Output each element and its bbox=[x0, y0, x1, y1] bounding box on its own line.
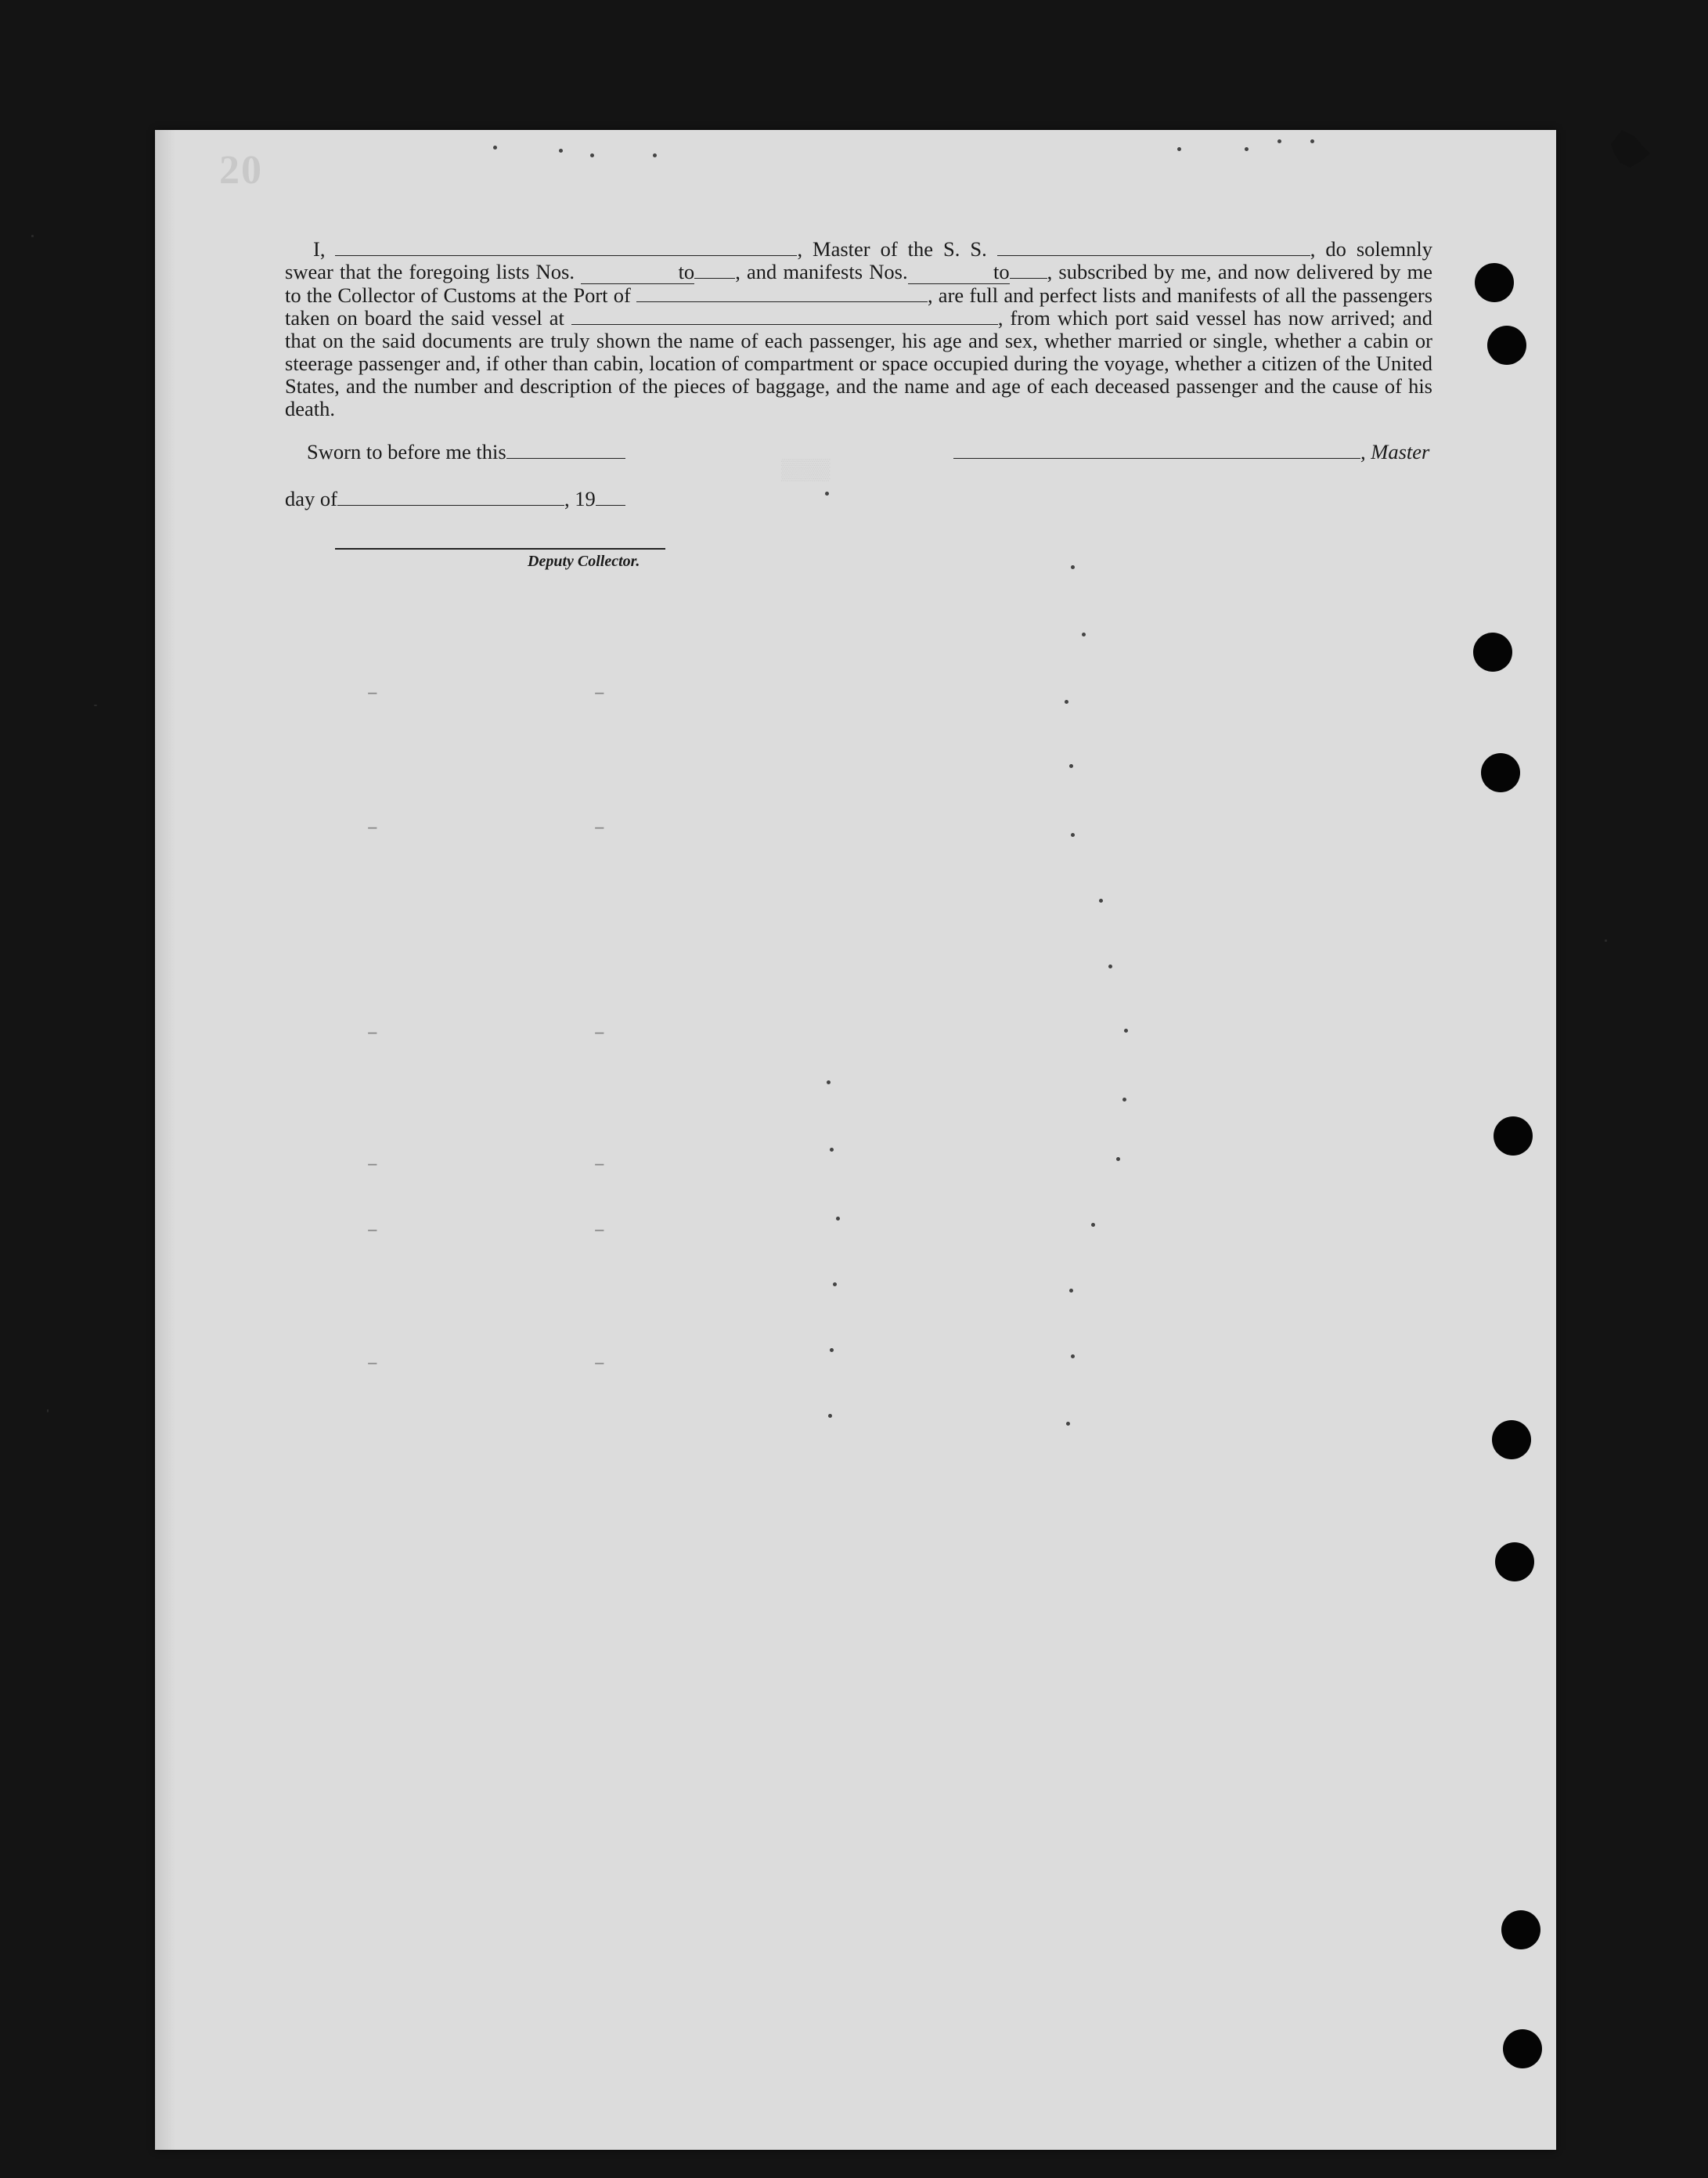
port-blank[interactable] bbox=[636, 284, 928, 302]
bleed-through-dot bbox=[1069, 1289, 1073, 1293]
bleed-through-dot bbox=[827, 1080, 831, 1084]
scan-speck bbox=[590, 153, 594, 157]
bleed-dash: – bbox=[366, 816, 379, 839]
bleed-dash: – bbox=[593, 1021, 606, 1044]
bleed-through-dot bbox=[1071, 833, 1075, 837]
scan-speck bbox=[47, 1409, 49, 1412]
bleed-through-dot bbox=[1116, 1157, 1120, 1161]
list-nos-to-blank[interactable] bbox=[694, 261, 735, 279]
to-label: to bbox=[678, 260, 695, 283]
day-of-line bbox=[285, 487, 625, 511]
torn-corner bbox=[1603, 130, 1666, 193]
bleed-through-dot bbox=[825, 492, 829, 496]
affidavit-swear: , do solemnly swear that the foregoing lists Nos. bbox=[285, 237, 1432, 283]
day-of-blank[interactable] bbox=[337, 488, 564, 506]
bleed-dash: – bbox=[366, 1218, 379, 1242]
affidavit-manifests: , and manifests Nos. bbox=[735, 260, 908, 283]
scan-speck bbox=[559, 149, 563, 153]
binder-hole bbox=[1503, 2029, 1542, 2068]
scan-speck bbox=[1310, 139, 1314, 143]
deputy-collector-label: Deputy Collector. bbox=[528, 553, 640, 570]
affidavit-i: I, bbox=[313, 237, 326, 261]
year-blank[interactable] bbox=[596, 488, 625, 506]
page-number: 20 bbox=[219, 148, 263, 193]
bleed-dash: – bbox=[366, 1351, 379, 1375]
bleed-through-dot bbox=[830, 1348, 834, 1352]
bleed-through-dot bbox=[1122, 1098, 1126, 1102]
bleed-through-dot bbox=[1099, 899, 1103, 903]
page-edge-shadow bbox=[155, 130, 175, 2150]
binder-hole bbox=[1495, 1542, 1534, 1581]
scan-speck bbox=[1277, 139, 1281, 143]
bleed-through-dot bbox=[1082, 633, 1086, 636]
list-nos-blank[interactable] bbox=[581, 261, 694, 284]
bleed-through-dot bbox=[1066, 1422, 1070, 1426]
bleed-through-text: ▒▒▒▒ bbox=[781, 459, 831, 482]
manifest-nos-blank[interactable] bbox=[908, 261, 1010, 284]
scan-speck bbox=[653, 153, 657, 157]
affidavit-remainder: , from which port said vessel has now arrived; and that on the said documents are truly shown the name of each passenger, his age and sex, whether married or single, whether a cabin or steerage passenger and, if other than cabin, location of compartment or space occupied during the voyage, whether a citizen of the United States, and the number and description of the pieces of baggage, and the name and age of each deceased passenger and the cause of his death. bbox=[285, 306, 1432, 420]
manifest-nos-to-blank[interactable] bbox=[1010, 261, 1047, 279]
bleed-dash: – bbox=[593, 1152, 606, 1176]
master-label: , Master bbox=[1360, 440, 1430, 463]
scan-speck bbox=[493, 146, 497, 150]
binder-hole bbox=[1501, 1910, 1540, 1949]
scan-speck bbox=[1605, 939, 1607, 942]
bleed-dash: – bbox=[593, 681, 606, 705]
sworn-label: Sworn to before me this bbox=[307, 440, 506, 463]
document-page bbox=[155, 130, 1556, 2150]
binder-hole bbox=[1494, 1116, 1533, 1156]
bleed-through-dot bbox=[836, 1217, 840, 1221]
bleed-dash: – bbox=[366, 1021, 379, 1044]
departure-port-blank[interactable] bbox=[571, 307, 998, 325]
bleed-through-dot bbox=[828, 1414, 832, 1418]
bleed-through-dot bbox=[1091, 1223, 1095, 1227]
binder-hole bbox=[1492, 1420, 1531, 1459]
year-label: , 19 bbox=[564, 487, 596, 510]
bleed-dash: – bbox=[366, 681, 379, 705]
scan-speck bbox=[1245, 147, 1249, 151]
bleed-through-dot bbox=[1069, 764, 1073, 768]
master-signature-line bbox=[953, 440, 1429, 464]
binder-hole bbox=[1475, 263, 1514, 302]
bleed-through-dot bbox=[833, 1282, 837, 1286]
master-name-blank[interactable] bbox=[335, 238, 797, 256]
deputy-collector-rule bbox=[335, 548, 665, 550]
binder-hole bbox=[1481, 753, 1520, 792]
binder-hole bbox=[1473, 633, 1512, 672]
bleed-through-dot bbox=[1065, 700, 1068, 704]
binder-hole bbox=[1487, 326, 1526, 365]
sworn-date-blank[interactable] bbox=[506, 441, 625, 459]
bleed-dash: – bbox=[593, 1351, 606, 1375]
ship-name-blank[interactable] bbox=[997, 238, 1310, 256]
bleed-through-dot bbox=[1071, 565, 1075, 569]
bleed-dash: – bbox=[593, 1218, 606, 1242]
sworn-line bbox=[307, 440, 625, 464]
bleed-through-dot bbox=[830, 1148, 834, 1152]
affidavit-master-of: , Master of the S. S. bbox=[797, 237, 987, 261]
to-label-2: to bbox=[993, 260, 1010, 283]
scan-speck bbox=[94, 705, 97, 706]
scan-speck bbox=[31, 235, 34, 237]
bleed-dash: – bbox=[366, 1152, 379, 1176]
affidavit-full-lists: , are full and perfect lists and manifests of all the passengers taken on board the said vessel at bbox=[285, 283, 1433, 330]
bleed-through-dot bbox=[1108, 965, 1112, 968]
affidavit-delivered: , subscribed by me, and now delivered by me to the Collector of Customs at the Port of bbox=[285, 260, 1433, 307]
bleed-dash: – bbox=[593, 816, 606, 839]
scan-speck bbox=[1177, 147, 1181, 151]
bleed-through-dot bbox=[1071, 1354, 1075, 1358]
bleed-through-dot bbox=[1124, 1029, 1128, 1033]
affidavit-text bbox=[285, 238, 1432, 420]
day-of-label: day of bbox=[285, 487, 337, 510]
master-signature-blank[interactable] bbox=[953, 441, 1360, 459]
